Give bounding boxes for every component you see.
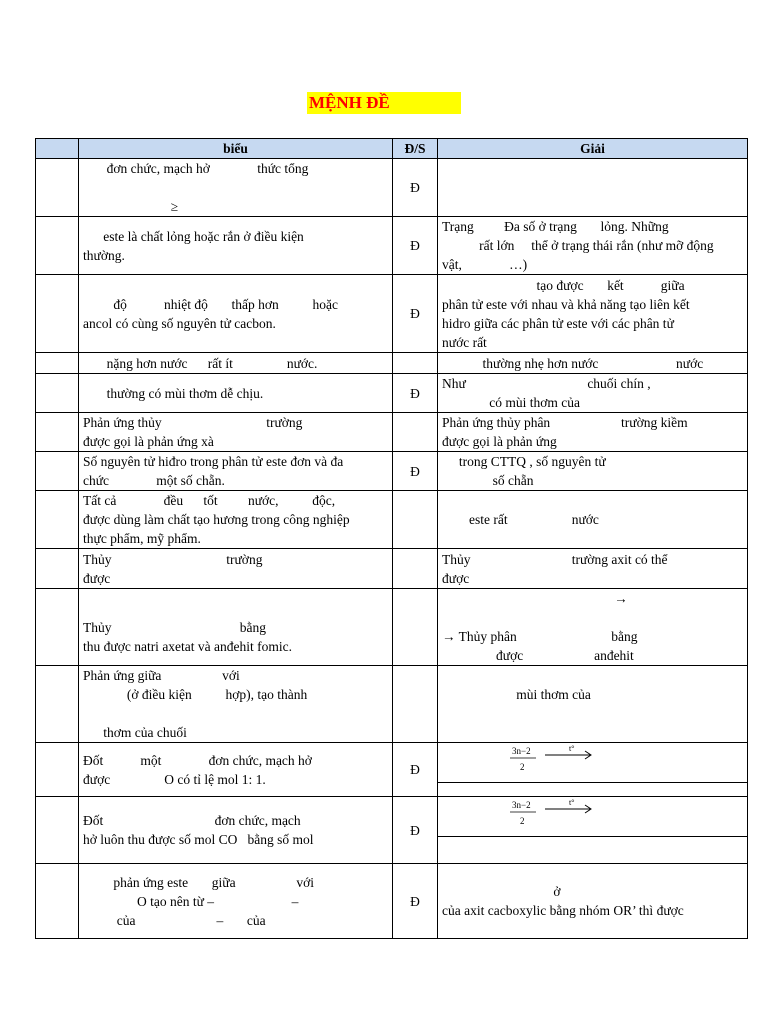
solution-cell xyxy=(438,549,748,589)
solution-cell xyxy=(438,797,748,864)
combustion-formula xyxy=(442,743,742,777)
statement-line: este là chất lỏng hoặc rắn ở điều kiện xyxy=(83,228,304,244)
table-row xyxy=(36,413,748,452)
solution-line xyxy=(442,608,743,627)
row-index-cell xyxy=(36,491,79,549)
solution-line: có mùi thơm của xyxy=(442,395,580,410)
fraction-denominator: 2 xyxy=(520,816,525,826)
solution-line: → xyxy=(442,591,628,606)
table-row xyxy=(36,353,748,374)
table-row xyxy=(36,666,748,743)
statements-table xyxy=(35,138,748,939)
divider xyxy=(438,836,747,837)
solution-line: Như chuối chín , xyxy=(442,376,651,391)
solution-cell xyxy=(438,589,748,666)
statement-cell xyxy=(79,549,393,589)
solution-cell xyxy=(438,353,748,374)
true-false-cell xyxy=(393,666,438,743)
solution-line: mùi thơm của xyxy=(442,687,591,702)
page-title: MỆNH ĐỀ xyxy=(307,92,461,114)
statement-cell xyxy=(79,353,393,374)
statement-line: chức một số chẵn. xyxy=(83,473,225,488)
true-false-cell: Đ xyxy=(393,217,438,275)
solution-line: trong CTTQ , số nguyên tử xyxy=(442,454,606,469)
statement-line: độ nhiệt độ thấp hơn hoặc xyxy=(83,296,338,312)
solution-cell xyxy=(438,666,748,743)
statement-line: thực phẩm, mỹ phẩm. xyxy=(83,531,201,546)
solution-line: rất lớn thể ở trạng thái rắn (như mỡ động xyxy=(442,238,714,253)
true-false-cell xyxy=(393,491,438,549)
fraction-denominator: 2 xyxy=(520,762,525,772)
true-false-cell: Đ xyxy=(393,159,438,217)
arrow-label: t° xyxy=(569,798,575,807)
solution-cell xyxy=(438,413,748,452)
statement-line: Đốt một đơn chức, mạch hở xyxy=(83,752,312,768)
true-false-cell: Đ xyxy=(393,275,438,353)
header-statement: biểu xyxy=(79,139,393,159)
table-row xyxy=(36,743,748,797)
statement-line xyxy=(83,704,388,723)
table-row xyxy=(36,217,748,275)
row-index-cell xyxy=(36,549,79,589)
statement-line: được gọi là phản ứng xà xyxy=(83,434,214,449)
statement-line: Phản ứng giữa với xyxy=(83,668,240,683)
statement-line: thu được natri axetat và anđehit fomic. xyxy=(83,638,293,654)
table-row xyxy=(36,549,748,589)
row-index-cell xyxy=(36,743,79,797)
statement-line: ≥ xyxy=(83,199,179,214)
row-index-cell xyxy=(36,374,79,413)
statement-cell xyxy=(79,159,393,217)
true-false-cell: Đ xyxy=(393,452,438,491)
statement-line: phản ứng este giữa với xyxy=(83,874,314,890)
statement-cell xyxy=(79,589,393,666)
row-index-cell xyxy=(36,275,79,353)
table-row xyxy=(36,275,748,353)
table-row xyxy=(36,491,748,549)
solution-line: hidro giữa các phân tử este với các phân tử xyxy=(442,315,674,331)
statement-cell xyxy=(79,666,393,743)
solution-line xyxy=(442,723,743,742)
statement-line: của – của xyxy=(83,912,266,928)
solution-line: được gọi là phản ứng xyxy=(442,434,557,449)
fraction-numerator: 3n−2 xyxy=(512,746,531,756)
row-index-cell xyxy=(36,452,79,491)
true-false-cell: Đ xyxy=(393,374,438,413)
statement-line: Thủy bằng xyxy=(83,619,266,635)
statement-line: nặng hơn nước rất ít nước. xyxy=(83,355,318,371)
table-row xyxy=(36,374,748,413)
formula-block xyxy=(442,743,743,783)
solution-line: tạo được kết giữa xyxy=(442,277,685,293)
table-row xyxy=(36,797,748,864)
row-index-cell xyxy=(36,413,79,452)
solution-cell xyxy=(438,452,748,491)
statement-cell xyxy=(79,374,393,413)
solution-line: được xyxy=(442,570,470,586)
solution-cell xyxy=(438,864,748,939)
combustion-formula xyxy=(442,797,742,831)
statement-line: Tất cả đều tốt nước, độc, xyxy=(83,493,336,508)
true-false-cell xyxy=(393,353,438,374)
header-index xyxy=(36,139,79,159)
statement-cell xyxy=(79,275,393,353)
statement-line: được xyxy=(83,570,111,586)
true-false-cell: Đ xyxy=(393,864,438,939)
statement-line: ancol có cùng số nguyên tử cacbon. xyxy=(83,315,276,331)
solution-line: của axit cacboxylic bằng nhóm OR’ thì được xyxy=(442,903,684,918)
statement-line: Đốt đơn chức, mạch xyxy=(83,813,301,828)
solution-cell xyxy=(438,217,748,275)
solution-line: nước rất xyxy=(442,334,487,350)
solution-line: được anđehit xyxy=(442,648,634,663)
statement-cell xyxy=(79,452,393,491)
statement-line xyxy=(83,599,388,618)
solution-line xyxy=(442,666,743,685)
fraction-numerator: 3n−2 xyxy=(512,800,531,810)
row-index-cell xyxy=(36,589,79,666)
true-false-cell xyxy=(393,413,438,452)
statement-line: Thủy trường xyxy=(83,551,263,567)
statement-cell xyxy=(79,864,393,939)
statement-cell xyxy=(79,217,393,275)
table-row xyxy=(36,864,748,939)
true-false-cell xyxy=(393,549,438,589)
header-true-false: Đ/S xyxy=(393,139,438,159)
solution-line: vật, …) xyxy=(442,257,528,272)
true-false-cell xyxy=(393,589,438,666)
statement-line: được dùng làm chất tạo hương trong công nghiệp xyxy=(83,512,350,527)
statement-line: O tạo nên từ – – xyxy=(83,893,299,909)
statement-line: thường. xyxy=(83,247,125,263)
true-false-cell: Đ xyxy=(393,797,438,864)
solution-cell xyxy=(438,491,748,549)
divider xyxy=(438,782,747,783)
true-false-cell: Đ xyxy=(393,743,438,797)
solution-line: → Thủy phân bằng xyxy=(442,629,638,644)
row-index-cell xyxy=(36,666,79,743)
table-header-row xyxy=(36,139,748,159)
solution-line: Trạng Đa số ở trạng lỏng. Những xyxy=(442,219,669,234)
statement-line: thơm của chuối xyxy=(83,725,187,740)
solution-cell xyxy=(438,743,748,797)
statement-line: thường có mùi thơm dễ chịu. xyxy=(83,385,264,401)
statement-line: Phản ứng thủy trường xyxy=(83,415,303,430)
solution-cell xyxy=(438,374,748,413)
table-row xyxy=(36,452,748,491)
row-index-cell xyxy=(36,864,79,939)
statement-cell xyxy=(79,491,393,549)
header-solution: Giải xyxy=(438,139,748,159)
solution-line xyxy=(442,704,743,723)
solution-line: ở xyxy=(442,884,561,899)
statement-line xyxy=(83,178,388,197)
table-row xyxy=(36,159,748,217)
statement-cell xyxy=(79,743,393,797)
solution-line: este rất nước xyxy=(442,512,599,527)
solution-line: Phản ứng thủy phân trường kiềm xyxy=(442,415,688,430)
statement-line: đơn chức, mạch hở thức tổng xyxy=(83,161,309,176)
row-index-cell xyxy=(36,797,79,864)
statement-line: hở luôn thu được số mol CO bằng số mol xyxy=(83,832,314,847)
statement-line: Số nguyên tử hiđro trong phân tử este đơn và đa xyxy=(83,454,344,469)
solution-cell xyxy=(438,159,748,217)
solution-line: Thủy trường axit có thể xyxy=(442,551,668,567)
solution-cell xyxy=(438,275,748,353)
arrow-label: t° xyxy=(569,744,575,753)
table-row xyxy=(36,589,748,666)
solution-line: thường nhẹ hơn nước nước xyxy=(442,355,704,371)
statement-cell xyxy=(79,797,393,864)
statement-line: (ở điều kiện hợp), tạo thành xyxy=(83,687,308,702)
solution-line: số chẵn xyxy=(442,473,534,488)
statement-cell xyxy=(79,413,393,452)
row-index-cell xyxy=(36,159,79,217)
solution-line: phân tử este với nhau và khả năng tạo liên kết xyxy=(442,296,690,312)
statement-line: được O có tỉ lệ mol 1: 1. xyxy=(83,771,266,787)
formula-block xyxy=(442,797,743,837)
row-index-cell xyxy=(36,217,79,275)
row-index-cell xyxy=(36,353,79,374)
